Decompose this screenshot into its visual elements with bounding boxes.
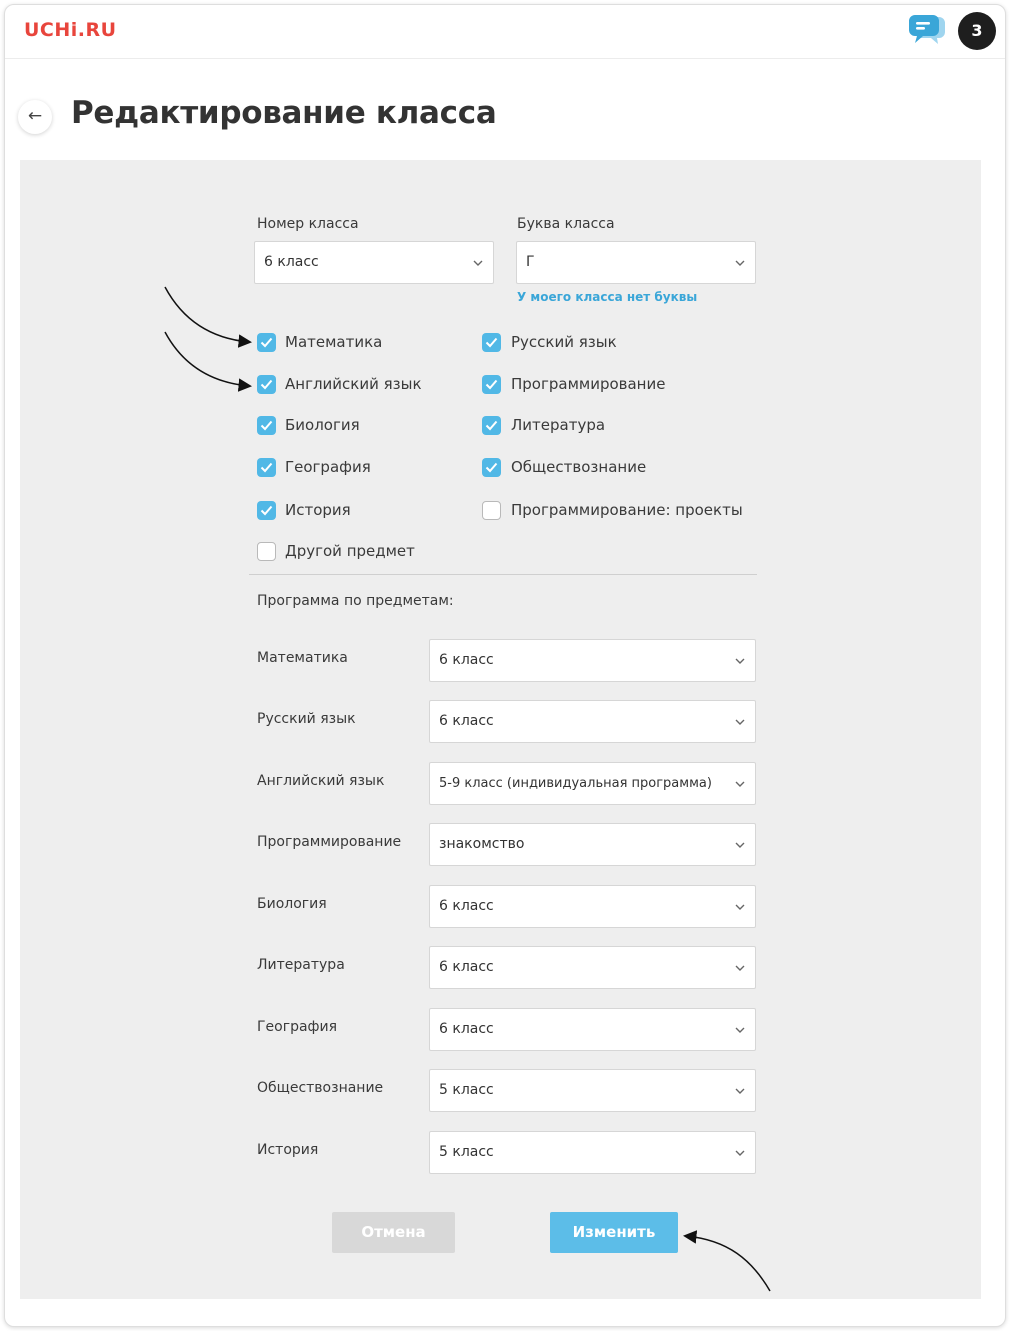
program-select-social-studies[interactable] <box>429 1069 756 1112</box>
divider <box>249 574 757 575</box>
program-select-biology[interactable] <box>429 885 756 928</box>
program-select-math[interactable] <box>429 639 756 682</box>
class-number-label: Номер класса <box>257 216 359 232</box>
checkbox-geography[interactable] <box>257 458 276 477</box>
subject-label[interactable]: География <box>285 458 371 476</box>
subject-label[interactable]: Программирование: проекты <box>511 501 743 519</box>
program-subject-label: География <box>257 1019 338 1035</box>
program-select-value: 6 класс <box>439 1021 494 1037</box>
chevron-down-icon <box>734 839 746 851</box>
checkbox-biology[interactable] <box>257 416 276 435</box>
checkbox-history[interactable] <box>257 501 276 520</box>
checkbox-other-subject[interactable] <box>257 542 276 561</box>
subject-label[interactable]: Другой предмет <box>285 542 415 560</box>
chevron-down-icon <box>734 1024 746 1036</box>
subject-label[interactable]: Обществознание <box>511 458 647 476</box>
subject-label[interactable]: Русский язык <box>511 333 617 351</box>
programs-heading: Программа по предметам: <box>257 593 454 609</box>
checkmark-icon <box>485 462 498 473</box>
program-select-russian[interactable] <box>429 700 756 743</box>
program-select-english[interactable] <box>429 762 756 805</box>
chevron-down-icon <box>734 962 746 974</box>
subject-label[interactable]: Программирование <box>511 375 666 393</box>
checkmark-icon <box>485 420 498 431</box>
chevron-down-icon <box>472 257 484 269</box>
chevron-down-icon <box>734 655 746 667</box>
program-subject-label: Биология <box>257 896 327 912</box>
chevron-down-icon <box>734 716 746 728</box>
subject-label[interactable]: Биология <box>285 416 360 434</box>
checkmark-icon <box>260 420 273 431</box>
subject-label[interactable]: Английский язык <box>285 375 422 393</box>
page-title: Редактирование класса <box>71 95 497 131</box>
chevron-down-icon <box>734 1085 746 1097</box>
chevron-down-icon <box>734 257 746 269</box>
program-select-geography[interactable] <box>429 1008 756 1051</box>
subject-label[interactable]: Литература <box>511 416 606 434</box>
program-select-literature[interactable] <box>429 946 756 989</box>
class-number-select[interactable] <box>254 241 494 284</box>
program-select-value: 6 класс <box>439 713 494 729</box>
program-select-value: знакомство <box>439 836 525 852</box>
program-select-programming[interactable] <box>429 823 756 866</box>
subject-label[interactable]: История <box>285 501 351 519</box>
program-subject-label: Литература <box>257 957 345 973</box>
checkbox-math[interactable] <box>257 333 276 352</box>
class-letter-select[interactable] <box>516 241 756 284</box>
checkbox-programming[interactable] <box>482 375 501 394</box>
checkbox-social-studies[interactable] <box>482 458 501 477</box>
chat-icon[interactable] <box>907 13 947 49</box>
class-letter-label: Буква класса <box>517 216 615 232</box>
program-select-value: 5 класс <box>439 1082 494 1098</box>
back-button[interactable] <box>18 100 52 134</box>
program-subject-label: Русский язык <box>257 711 356 727</box>
program-subject-label: История <box>257 1142 319 1158</box>
checkmark-icon <box>260 505 273 516</box>
checkmark-icon <box>260 379 273 390</box>
checkbox-russian[interactable] <box>482 333 501 352</box>
checkmark-icon <box>260 462 273 473</box>
notification-badge[interactable]: 3 <box>958 12 996 50</box>
submit-button[interactable]: Изменить <box>550 1212 678 1253</box>
checkbox-literature[interactable] <box>482 416 501 435</box>
top-bar <box>5 5 1005 59</box>
chevron-down-icon <box>734 778 746 790</box>
checkmark-icon <box>260 337 273 348</box>
program-select-value: 6 класс <box>439 898 494 914</box>
program-subject-label: Обществознание <box>257 1080 384 1096</box>
cancel-button[interactable]: Отмена <box>332 1212 455 1253</box>
checkmark-icon <box>485 379 498 390</box>
back-arrow-icon: ← <box>27 106 43 126</box>
chevron-down-icon <box>734 1147 746 1159</box>
program-select-value: 6 класс <box>439 652 494 668</box>
program-select-history[interactable] <box>429 1131 756 1174</box>
checkmark-icon <box>485 337 498 348</box>
program-select-value: 5 класс <box>439 1144 494 1160</box>
chevron-down-icon <box>734 901 746 913</box>
class-number-value: 6 класс <box>264 254 319 270</box>
program-select-value: 5-9 класс (индивидуальная программа) <box>439 776 712 791</box>
program-subject-label: Программирование <box>257 834 402 850</box>
checkbox-english[interactable] <box>257 375 276 394</box>
no-letter-link[interactable]: У моего класса нет буквы <box>517 290 698 304</box>
program-subject-label: Математика <box>257 650 348 666</box>
checkbox-programming-projects[interactable] <box>482 501 501 520</box>
class-letter-value: Г <box>526 254 535 270</box>
logo[interactable]: UCHi.RU <box>24 19 117 41</box>
program-select-value: 6 класс <box>439 959 494 975</box>
subject-label[interactable]: Математика <box>285 333 383 351</box>
program-subject-label: Английский язык <box>257 773 385 789</box>
